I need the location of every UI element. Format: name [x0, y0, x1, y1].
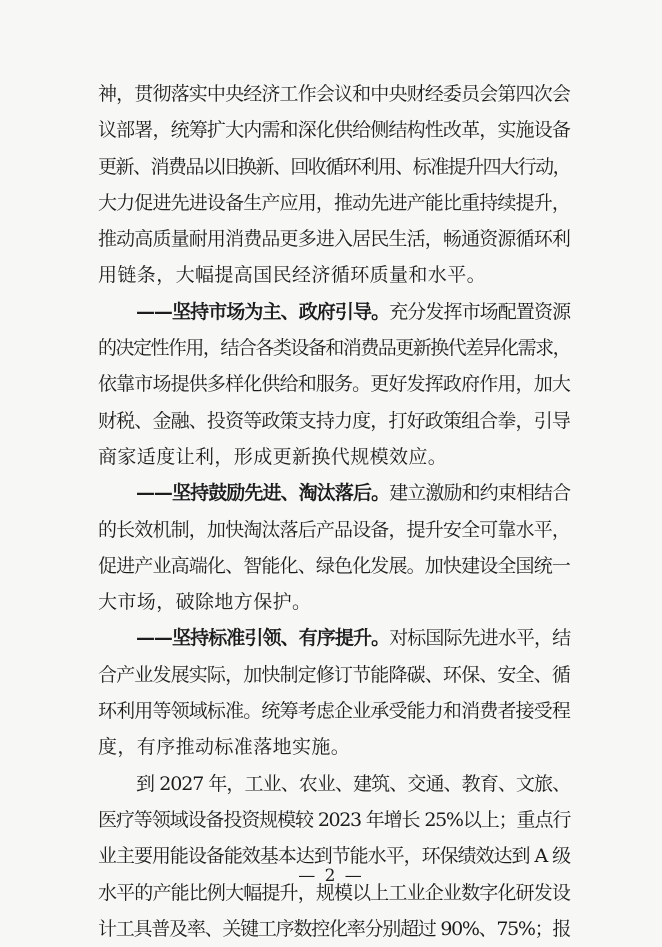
text-line — [98, 221, 570, 257]
line-text: 财税、金融、投资等政策支持力度，打好政策组合拳，引导 — [98, 409, 570, 432]
text-line — [98, 584, 570, 620]
page-number: — 2 — — [298, 866, 364, 886]
line-text: 的长效机制，加快淘汰落后产品设备，提升安全可靠水平， — [98, 518, 570, 541]
line-text: 充分发挥市场配置资源 — [389, 300, 570, 323]
line-text: 到 2027 年，工业、农业、建筑、交通、教育、文旅、 — [136, 772, 570, 795]
document-body — [98, 76, 570, 947]
text-line — [98, 766, 570, 802]
text-line — [98, 149, 570, 185]
line-text: 医疗等领域设备投资规模较 2023 年增长 25%以上；重点行 — [98, 808, 570, 831]
text-line — [98, 294, 570, 330]
text-line — [98, 729, 570, 765]
text-line — [98, 112, 570, 148]
line-text: 计工具普及率、关键工序数控化率分别超过 90%、75%；报 — [98, 917, 570, 940]
text-line — [98, 403, 570, 439]
line-text: 依靠市场提供多样化供给和服务。更好发挥政府作用，加大 — [98, 373, 570, 396]
text-line — [98, 439, 570, 475]
text-line — [98, 185, 570, 221]
line-text: 业主要用能设备能效基本达到节能水平，环保绩效达到 A 级 — [98, 845, 570, 868]
text-line — [98, 366, 570, 402]
line-text: 建立激励和约束相结合 — [389, 482, 570, 505]
line-text: 度，有序推动标准落地实施。 — [98, 736, 351, 759]
line-text: 促进产业高端化、智能化、绿色化发展。加快建设全国统一 — [98, 554, 570, 577]
line-text: 的决定性作用，结合各类设备和消费品更新换代差异化需求， — [98, 337, 570, 360]
text-line — [98, 76, 570, 112]
text-line — [98, 548, 570, 584]
text-line — [98, 512, 570, 548]
principle-heading: ——坚持标准引领、有序提升。 — [136, 627, 390, 650]
line-text: 环利用等领域标准。统筹考虑企业承受能力和消费者接受程 — [98, 700, 570, 723]
text-line — [98, 330, 570, 366]
line-text: 议部署，统筹扩大内需和深化供给侧结构性改革，实施设备 — [98, 119, 570, 142]
line-text: 对标国际先进水平，结 — [389, 627, 570, 650]
line-text: 大力促进先进设备生产应用，推动先进产能比重持续提升， — [98, 191, 570, 214]
text-line — [98, 693, 570, 729]
line-text: 用链条，大幅提高国民经济循环质量和水平。 — [98, 264, 487, 287]
line-text: 更新、消费品以旧换新、回收循环利用、标准提升四大行动， — [98, 155, 570, 178]
text-line — [98, 911, 570, 947]
line-text: 神，贯彻落实中央经济工作会议和中央财经委员会第四次会 — [98, 83, 570, 105]
line-text: 商家适度让利，形成更新换代规模效应。 — [98, 445, 448, 468]
line-text: 大市场，破除地方保护。 — [98, 591, 312, 614]
line-text: 推动高质量耐用消费品更多进入居民生活，畅通资源循环利 — [98, 228, 570, 251]
principle-heading: ——坚持鼓励先进、淘汰落后。 — [136, 482, 390, 505]
text-line — [98, 257, 570, 293]
line-text: 水平的产能比例大幅提升，规模以上工业企业数字化研发设 — [98, 881, 570, 904]
text-line — [98, 802, 570, 838]
principle-heading: ——坚持市场为主、政府引导。 — [136, 300, 390, 323]
line-text: 合产业发展实际，加快制定修订节能降碳、环保、安全、循 — [98, 663, 570, 686]
text-line — [98, 620, 570, 656]
text-line — [98, 657, 570, 693]
text-line — [98, 475, 570, 511]
